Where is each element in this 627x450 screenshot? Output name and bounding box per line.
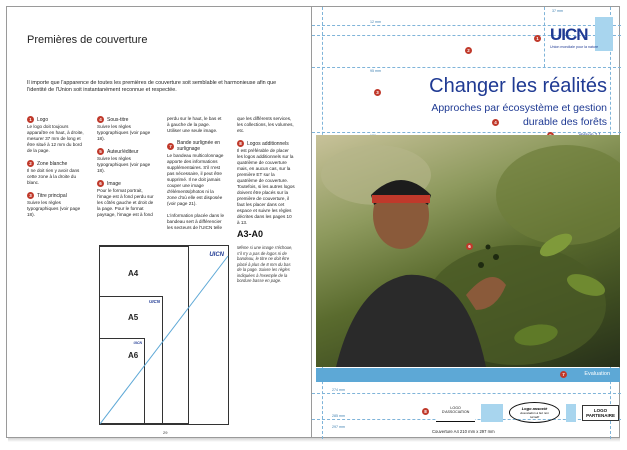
logo-text: Association à but non lucratif <box>520 411 549 419</box>
number-marker: 1 <box>27 116 34 123</box>
measure-label: 12 mm <box>370 20 381 24</box>
number-marker: 1 <box>534 35 541 42</box>
note-text: Même si une image s'échoue, s'il n'y a pas de logos ni de bandeau, le titre ne doit être placé à plus de 8 mm du bas de la page. Suivre les règles indiquées à l'exemple de la bordure basse en page. <box>237 245 293 283</box>
cover-subtitle: durable des forêts <box>522 116 607 128</box>
uicn-logo: UICN <box>550 25 588 44</box>
column-3 <box>167 116 225 237</box>
list-item <box>237 140 295 226</box>
number-marker: 7 <box>560 371 567 378</box>
list-item <box>27 160 85 186</box>
column-4 <box>237 116 295 232</box>
item-text: perdu sur le haut, le bas et à gauche de la page. Utiliser une seule image. <box>167 116 222 133</box>
partner-logos <box>436 402 619 423</box>
info-band <box>316 368 620 382</box>
logo-associe <box>509 402 561 423</box>
number-marker: 8 <box>422 408 429 415</box>
item-text: Le logo doit toujours apparaître en haut, à droite, mesurer 37 mm de long et être situé à 12 mm du bord de la page. <box>27 124 84 153</box>
column-2 <box>97 116 155 224</box>
item-text: que les différents services, les collections, les volumes, etc. <box>237 116 294 133</box>
number-marker: 8 <box>237 140 244 147</box>
format-diagram <box>99 245 229 425</box>
uicn-logo-small: UICN <box>133 341 142 345</box>
guide-line <box>312 393 621 394</box>
logo-graphic <box>566 404 576 422</box>
item-title: Logo <box>37 116 49 123</box>
number-marker: 5 <box>97 148 104 155</box>
number-marker: 2 <box>465 47 472 54</box>
logo-graphic <box>481 404 503 422</box>
intro-paragraph: Il importe que l'apparence de toutes les premières de couverture soit semblable et harmonieuse afin que l'identité de l'Union soit instantanément reconnue et respectée. <box>27 80 277 93</box>
item-text: L'information placée dans le bandeau sert à différencier les secteurs de l'UICN telle <box>167 213 225 230</box>
list-item <box>27 192 85 218</box>
number-marker: 4 <box>97 116 104 123</box>
list-item <box>97 148 155 174</box>
measure-label: 285 mm <box>332 414 345 418</box>
number-marker: 4 <box>492 119 499 126</box>
format-label: A4 <box>128 269 139 278</box>
number-marker: 3 <box>374 89 381 96</box>
cover-photo <box>316 135 620 367</box>
logo-text: PARTENAIRE <box>586 412 615 418</box>
list-item <box>27 116 85 154</box>
logo-text: LOGO <box>593 407 608 413</box>
measure-label: 297 mm <box>332 425 345 429</box>
column-1 <box>27 116 85 224</box>
item-text: Suivre les règles typographiques (voir page 18). <box>27 200 81 217</box>
right-page <box>311 6 620 438</box>
cover-caption: Couverture A4 210 mm x 297 mm <box>432 429 495 434</box>
number-marker: 2 <box>27 160 34 167</box>
item-title: Sous-titre <box>107 116 129 123</box>
item-text: Il est préférable de placer les logos additionnels sur la quatrième de couverture mais, en aucun cas, sur la première ET sur la quatrième de couverture. Toutefois, si les autres logos doivent être placés sur la première de couverture, il faut les placer dans cet espace et suivre les règles décrites dans les pages 10 à 13. <box>237 148 295 225</box>
logo-association: LOGO D'ASSOCIATION <box>436 404 475 422</box>
item-title: Logos additionnels <box>247 140 289 147</box>
guide-line <box>312 67 621 68</box>
uicn-logo-small: UICN <box>209 252 224 258</box>
item-text: Il ne doit rien y avoir dans cette zone à la droite du blanc. <box>27 168 80 185</box>
item-text: Suivre les règles typographiques (voir page 18). <box>97 156 151 173</box>
item-title: Auteur/éditeur <box>107 148 139 155</box>
item-text: Pour le format portrait, l'image est à fond perdu sur les côtés gauche et droit de la page. Pour le format paysage, l'image est à fond <box>97 188 154 217</box>
left-page <box>6 6 311 438</box>
format-label-a3: A3-A0 <box>237 229 264 239</box>
item-title: Image <box>107 180 121 187</box>
number-marker: 6 <box>466 243 473 250</box>
uicn-logo-small: UICN <box>149 299 160 304</box>
cover-subtitle: Approches par écosystème et gestion <box>431 102 607 114</box>
document-spread <box>6 6 620 438</box>
proportion-diagonal <box>100 246 230 426</box>
item-title: Bande surlignée en surlignage <box>177 140 221 152</box>
guide-line <box>312 132 621 133</box>
format-label: A5 <box>128 313 139 322</box>
band-text: Evaluation <box>584 371 610 377</box>
list-item <box>167 140 225 207</box>
logo-partenaire <box>582 405 619 421</box>
guide-line <box>544 7 545 67</box>
cover-title: Changer les réalités <box>429 75 607 97</box>
list-item <box>97 116 155 142</box>
list-item <box>97 180 155 218</box>
page-title: Premières de couverture <box>27 34 148 46</box>
measure-label: 37 mm <box>552 9 563 13</box>
item-text: Suivre les règles typographiques (voir page 18). <box>97 124 151 141</box>
measure-label: 95 mm <box>370 69 381 73</box>
format-label: A6 <box>128 351 139 360</box>
measure-label: 274 mm <box>332 388 345 392</box>
page-number: 29 <box>163 430 168 435</box>
item-title: Zone blanche <box>37 160 68 167</box>
item-title: Titre principal <box>37 192 67 199</box>
photo-illustration <box>316 135 620 367</box>
logo-text: Logo associé <box>521 406 548 411</box>
logo-tagline: Union mondiale pour la nature <box>550 45 599 49</box>
number-marker: 7 <box>167 143 174 150</box>
number-marker: 6 <box>97 180 104 187</box>
number-marker: 3 <box>27 192 34 199</box>
item-text: Le bandeau multicolonnage apporte des informations supplémentaires. S'il n'est pas nécessaire, il peut être supprimé. Il ne doit jamais couper une image d'éléments/photos ni la zone d'où elle est disposée (voir page 21). <box>167 153 224 206</box>
